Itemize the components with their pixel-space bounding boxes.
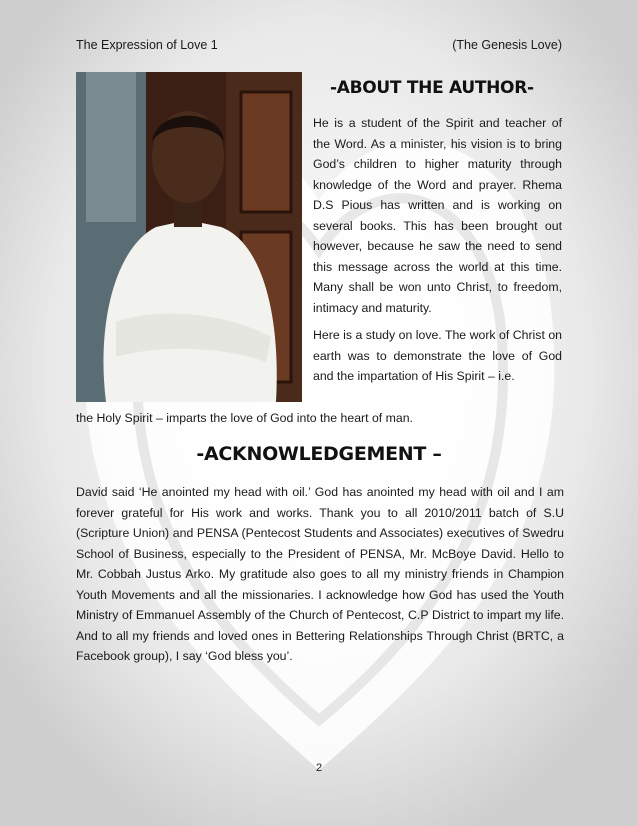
bio-paragraph-2-continuation: the Holy Spirit – imparts the love of God into the heart of man. — [76, 411, 413, 425]
author-bio — [313, 113, 562, 394]
header-left: The Expression of Love 1 — [76, 38, 218, 52]
acknowledgement-heading: -ACKNOWLEDGEMENT – — [196, 443, 442, 465]
acknowledgement-body: David said ‘He anointed my head with oil.’ God has anointed my head with oil and I am forever grateful for His work and works. Thank you to all 2010/2011 batch of S.U (Scripture Union) and PENSA (Pentecost Students and Associates) executives of Swedru School of Business, especially to the President of PENSA, Mr. McBoye David. Hello to Mr. Cobbah Justus Arko. My gratitude also goes to all my ministry friends in Champion Youth Movements and all the missionaries. I acknowledge how God has used the Youth Ministry of Emmanuel Assembly of the Church of Pentecost, C.P District to impart my life. And to all my friends and loved ones in Bettering Relationships Through Christ (BRTC, a Facebook group), I say ‘God bless you’. — [76, 485, 564, 663]
about-author-heading: -ABOUT THE AUTHOR- — [330, 78, 534, 98]
header-right: (The Genesis Love) — [452, 38, 562, 52]
author-photo — [76, 72, 302, 402]
bio-paragraph-2: Here is a study on love. The work of Christ on earth was to demonstrate the love of God and the impartation of His Spirit – i.e. — [313, 328, 562, 383]
page-number: 2 — [315, 762, 323, 774]
running-header — [76, 38, 562, 52]
bio-paragraph-1: He is a student of the Spirit and teacher of the Word. As a minister, his vision is to bring God’s children to higher maturity through knowledge of the Word and prayer. Rhema D.S Pious has written and is working on several books. This has been brought out however, because he saw the need to send this message across the world at this time. Many shall be won unto Christ, to freedom, intimacy and maturity. — [313, 116, 562, 315]
